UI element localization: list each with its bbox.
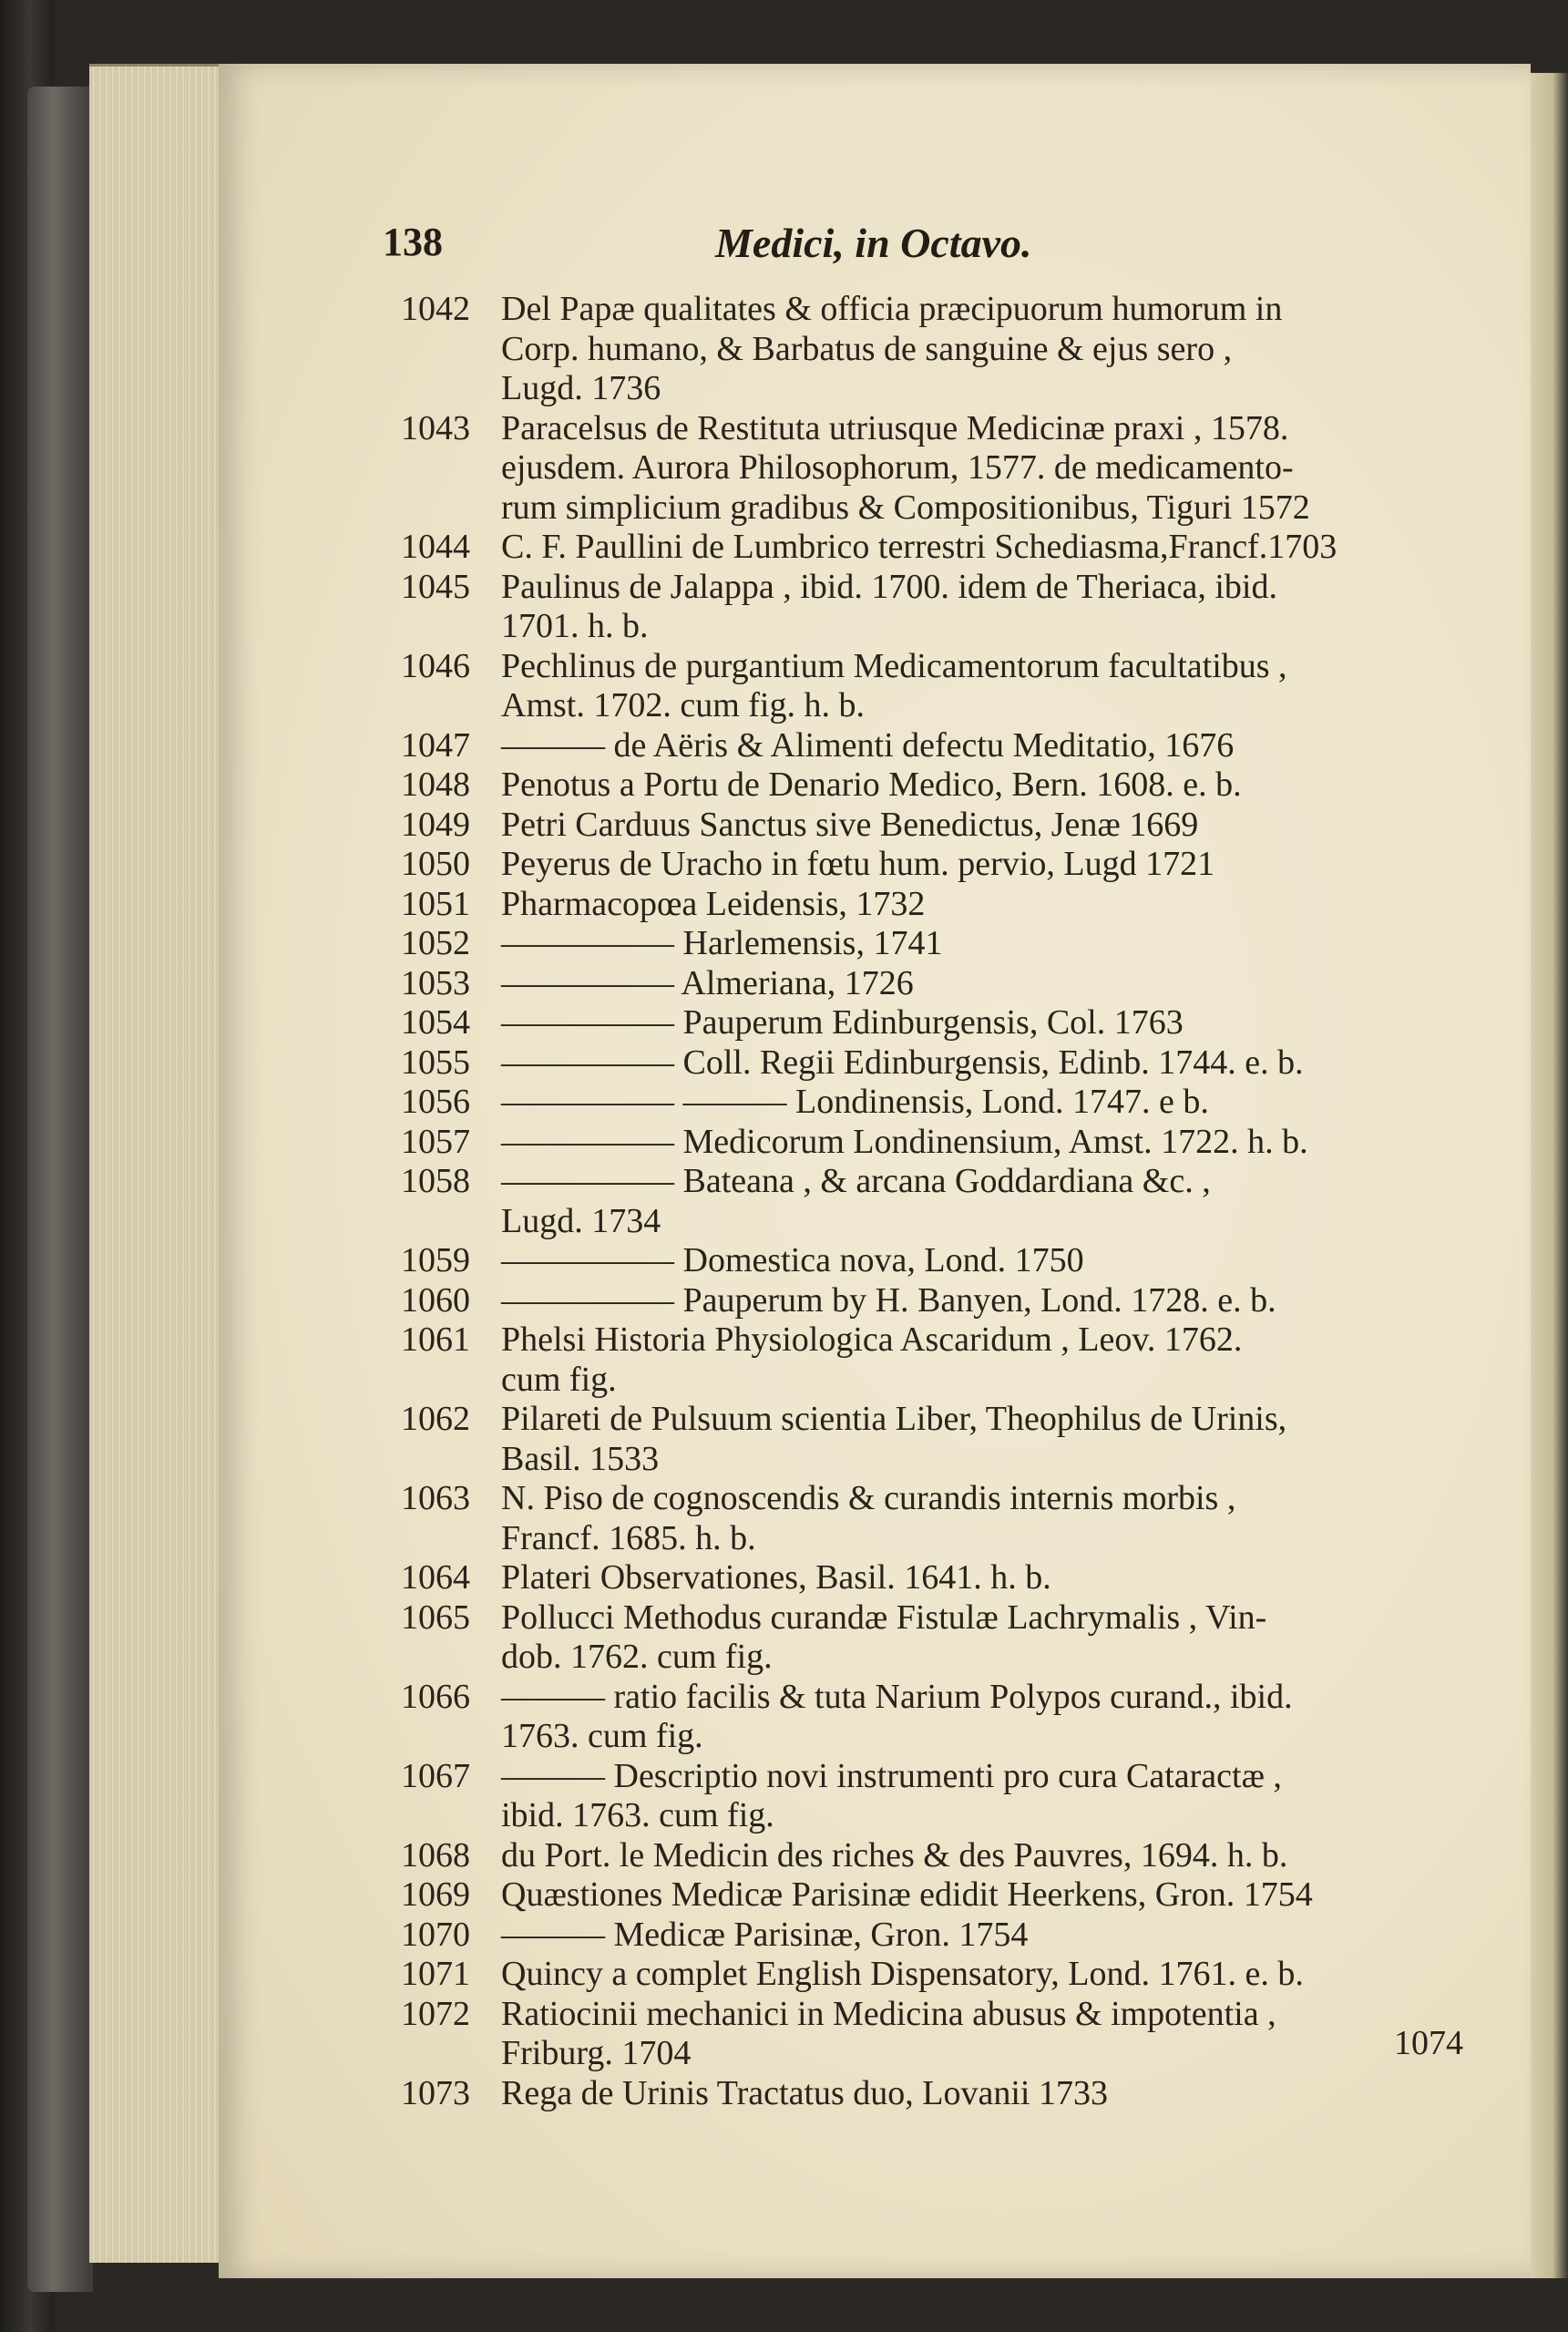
page-number: 138	[383, 220, 443, 264]
entry-text: Quæstiones Medicæ Parisinæ edidit Heerkens, Gron. 1754	[501, 1875, 1313, 1914]
entry-text: Quincy a complet English Dispensatory, Lond. 1761. e. b.	[501, 1955, 1304, 1993]
catalog-entry	[401, 1757, 1476, 1836]
entry-number: 1070	[401, 1915, 470, 1954]
catchword: 1074	[1394, 2024, 1463, 2062]
entry-text: ————— ——— Londinensis, Lond. 1747. e b.	[501, 1083, 1209, 1121]
catalog-entries	[401, 290, 1476, 2113]
entry-number: 1045	[401, 567, 470, 606]
entry-number: 1069	[401, 1875, 470, 1914]
entry-text: Pharmacopœa Leidensis, 1732	[501, 884, 926, 923]
entry-number: 1064	[401, 1558, 470, 1597]
entry-text: ——— Medicæ Parisinæ, Gron. 1754	[501, 1915, 1029, 1954]
catalog-entry	[401, 1995, 1476, 2074]
catalog-entry	[401, 1875, 1476, 1916]
entry-number: 1046	[401, 646, 470, 685]
entry-text: ————— Almeriana, 1726	[501, 963, 914, 1002]
entry-number: 1059	[401, 1241, 470, 1279]
entry-number: 1044	[401, 528, 470, 566]
catalog-entry	[401, 1598, 1476, 1678]
entry-text: Paracelsus de Restituta utriusque Medicinæ praxi , 1578. ejusdem. Aurora Philosophorum, 1577. de medicamento- rum simplicium gradibus & Compositionibus, Tiguri 1572	[501, 408, 1310, 527]
entry-text: Pollucci Methodus curandæ Fistulæ Lachrymalis , Vin- dob. 1762. cum fig.	[501, 1597, 1267, 1676]
catalog-entry	[401, 1320, 1476, 1400]
entry-text: ————— Coll. Regii Edinburgensis, Edinb. 1744. e. b.	[501, 1043, 1304, 1082]
entry-number: 1052	[401, 924, 470, 962]
entry-number: 1043	[401, 408, 470, 447]
entry-number: 1067	[401, 1756, 470, 1795]
catalog-entry	[401, 1400, 1476, 1479]
entry-number: 1061	[401, 1320, 470, 1359]
entry-number: 1051	[401, 884, 470, 923]
catalog-entry	[401, 1479, 1476, 1558]
catalog-entry	[401, 1916, 1476, 1956]
entry-text: du Port. le Medicin des riches & des Pauvres, 1694. h. b.	[501, 1835, 1288, 1875]
entry-text: ————— Harlemensis, 1741	[501, 924, 943, 962]
entry-number: 1047	[401, 725, 470, 765]
entry-text: ——— ratio facilis & tuta Narium Polypos curand., ibid. 1763. cum fig.	[501, 1677, 1293, 1755]
catalog-entry	[401, 924, 1476, 964]
catalog-entry	[401, 1281, 1476, 1321]
catalog-entry	[401, 409, 1476, 529]
catalog-entry	[401, 1558, 1476, 1598]
catalog-entry	[401, 647, 1476, 726]
entry-text: ————— Medicorum Londinensium, Amst. 1722. h. b.	[501, 1122, 1308, 1161]
entry-text: ————— Pauperum by H. Banyen, Lond. 1728. e. b.	[501, 1280, 1276, 1320]
entry-number: 1065	[401, 1597, 470, 1637]
catalog-entry	[401, 1678, 1476, 1757]
catalog-entry	[401, 806, 1476, 846]
entry-number: 1048	[401, 765, 470, 804]
catalog-entry	[401, 1162, 1476, 1241]
entry-text: ——— de Aëris & Alimenti defectu Meditatio, 1676	[501, 725, 1235, 765]
entry-text: N. Piso de cognoscendis & curandis internis morbis , Francf. 1685. h. b.	[501, 1479, 1236, 1557]
entry-number: 1050	[401, 845, 470, 883]
page-edges	[89, 64, 226, 2263]
catalog-entry	[401, 964, 1476, 1004]
entry-number: 1072	[401, 1994, 470, 2033]
entry-text: Del Papæ qualitates & officia præcipuorum humorum in Corp. humano, & Barbatus de sanguine & ejus sero , Lugd. 1736	[501, 290, 1283, 407]
entry-text: Plateri Observationes, Basil. 1641. h. b.	[501, 1558, 1051, 1597]
catalog-entry	[401, 1123, 1476, 1163]
entry-number: 1073	[401, 2073, 470, 2112]
entry-number: 1053	[401, 963, 470, 1002]
catalog-entry	[401, 528, 1476, 568]
catalog-entry	[401, 2074, 1476, 2114]
catalog-entry	[401, 765, 1476, 806]
entry-text: Peyerus de Uracho in fœtu hum. pervio, Lugd 1721	[501, 845, 1215, 883]
entry-text: Paulinus de Jalappa , ibid. 1700. idem de Theriaca, ibid. 1701. h. b.	[501, 567, 1277, 645]
entry-number: 1054	[401, 1003, 470, 1042]
entry-text: ————— Domestica nova, Lond. 1750	[501, 1241, 1084, 1279]
entry-text: Pechlinus de purgantium Medicamentorum facultatibus , Amst. 1702. cum fig. h. b.	[501, 646, 1287, 724]
catalog-entry	[401, 290, 1476, 409]
entry-text: ————— Pauperum Edinburgensis, Col. 1763	[501, 1003, 1184, 1042]
entry-number: 1062	[401, 1400, 470, 1438]
entry-number: 1056	[401, 1083, 470, 1121]
catalog-entry	[401, 1836, 1476, 1876]
catalog-entry	[401, 1003, 1476, 1043]
catalog-entry	[401, 1241, 1476, 1281]
entry-text: Ratiocinii mechanici in Medicina abusus & impotentia , Friburg. 1704	[501, 1994, 1276, 2072]
entry-number: 1055	[401, 1043, 470, 1082]
page-header	[383, 219, 1476, 273]
catalog-entry	[401, 1083, 1476, 1123]
catalog-entry	[401, 568, 1476, 647]
entry-number: 1063	[401, 1479, 470, 1517]
facing-page-edge	[1531, 73, 1568, 2278]
entry-text: Petri Carduus Sanctus sive Benedictus, Jenæ 1669	[501, 805, 1199, 844]
entry-number: 1057	[401, 1122, 470, 1161]
entry-text: Phelsi Historia Physiologica Ascaridum , Leov. 1762. cum fig.	[501, 1320, 1243, 1399]
catalog-entry	[401, 885, 1476, 925]
entry-text: Rega de Urinis Tractatus duo, Lovanii 1733	[501, 2073, 1108, 2112]
catalog-entry	[401, 1043, 1476, 1084]
entry-number: 1068	[401, 1835, 470, 1875]
entry-number: 1071	[401, 1955, 470, 1993]
entry-number: 1042	[401, 290, 470, 328]
entry-text: ——— Descriptio novi instrumenti pro cura Cataractæ , ibid. 1763. cum fig.	[501, 1756, 1282, 1834]
catalog-entry	[401, 845, 1476, 885]
entry-text: C. F. Paullini de Lumbrico terrestri Schediasma,Francf.1703	[501, 528, 1337, 566]
entry-text: Pilareti de Pulsuum scientia Liber, Theophilus de Urinis, Basil. 1533	[501, 1400, 1287, 1478]
entry-text: Penotus a Portu de Denario Medico, Bern. 1608. e. b.	[501, 765, 1242, 804]
entry-number: 1049	[401, 805, 470, 844]
running-title: Medici, in Octavo.	[715, 220, 1032, 266]
entry-number: 1060	[401, 1280, 470, 1320]
catalog-entry	[401, 1955, 1476, 1995]
catalog-entry	[401, 726, 1476, 766]
entry-number: 1058	[401, 1162, 470, 1200]
entry-text: ————— Bateana , & arcana Goddardiana &c. , Lugd. 1734	[501, 1162, 1211, 1240]
entry-number: 1066	[401, 1677, 470, 1716]
book-cover-edge	[27, 87, 93, 2292]
